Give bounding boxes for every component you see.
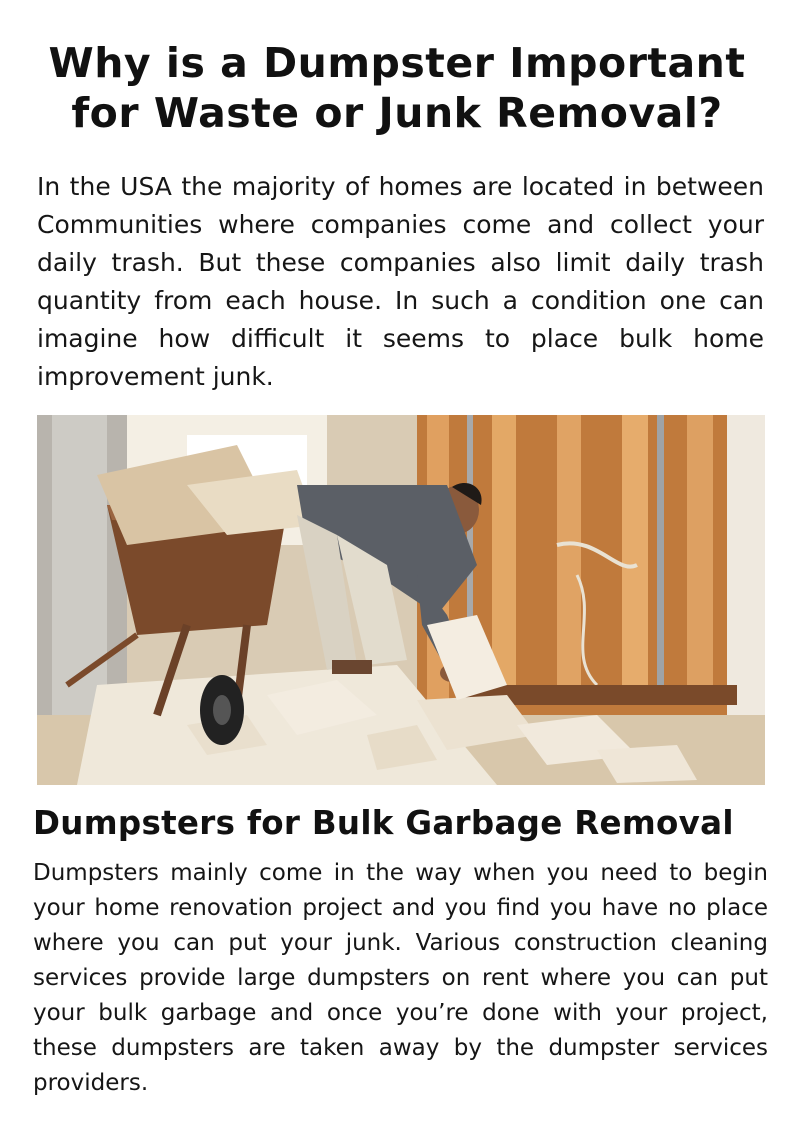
- renovation-photo: [37, 415, 765, 785]
- section-paragraph: Dumpsters mainly come in the way when you need to begin your home renovation project and you find you have no place where you can put your junk. Various construction cleaning services provide large dumpsters on rent where you can put your bulk garbage and once you’re done with your project, these dumpsters are taken away by the dumpster services providers.: [33, 860, 768, 1096]
- intro-paragraph: In the USA the majority of homes are located in between Communities where companies come and collect your daily trash. But these companies also limit daily trash quantity from each house. In such a condition one can imagine how difficult it seems to place bulk home improvement junk.: [37, 172, 764, 391]
- section-heading: Dumpsters for Bulk Garbage Removal: [33, 804, 734, 842]
- page-title: Why is a Dumpster Important for Waste or Junk Removal?: [48, 39, 746, 137]
